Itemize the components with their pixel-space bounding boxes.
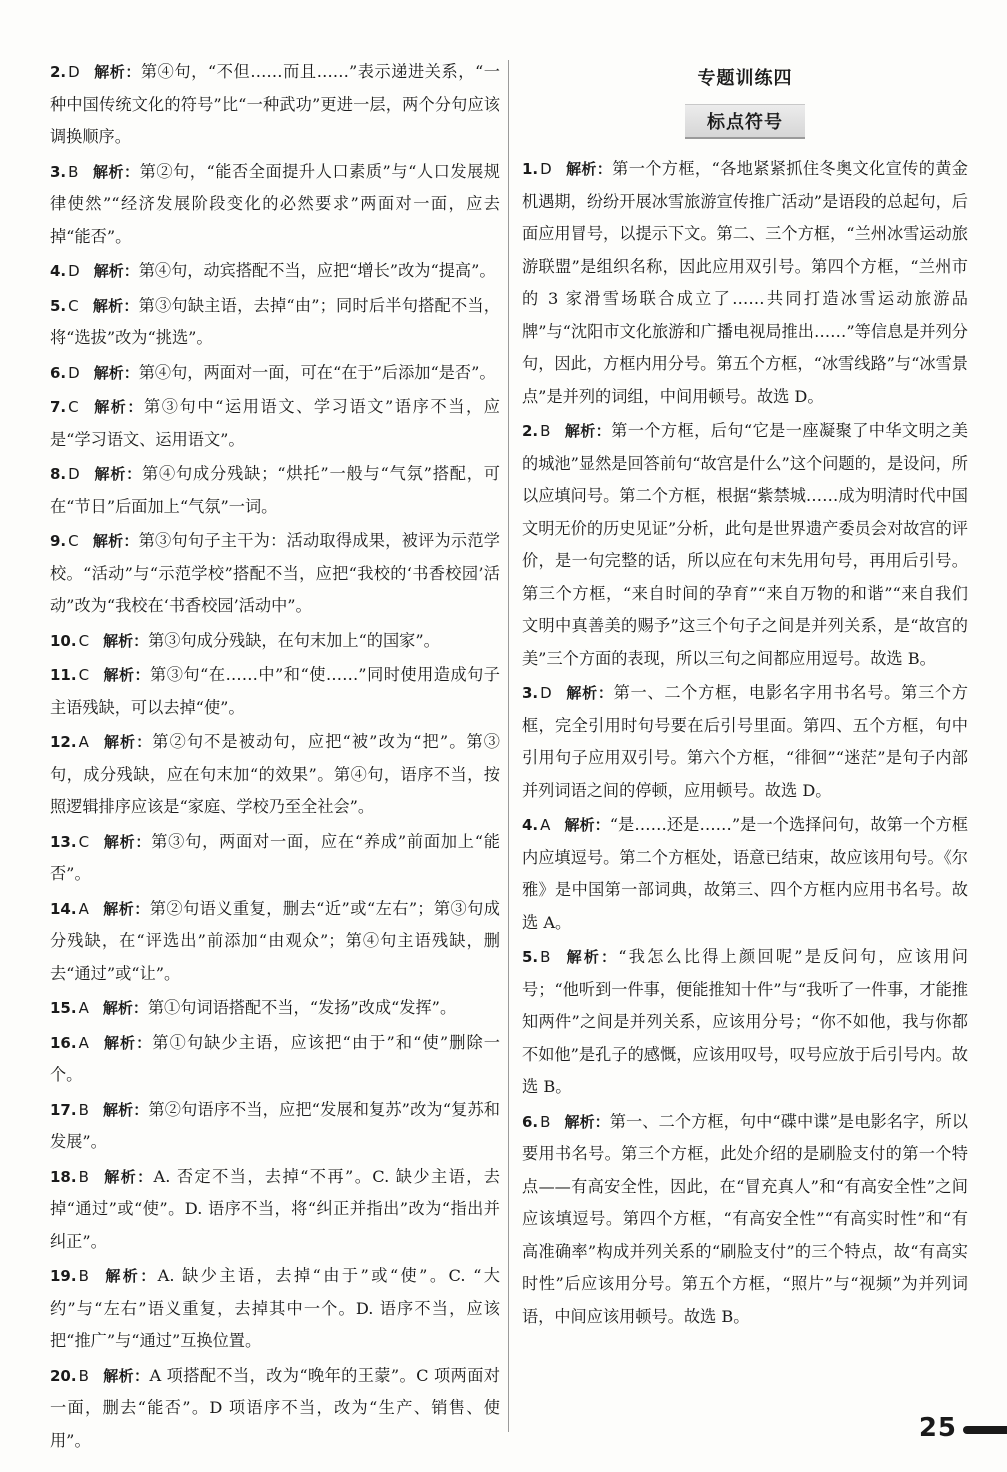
item-number: 5. <box>522 948 539 966</box>
item-label: 解析： <box>103 631 149 650</box>
page-number-bar <box>963 1426 1007 1434</box>
page-number: 25 <box>918 1413 957 1443</box>
item-number: 5. <box>50 296 67 315</box>
item-answer: D <box>68 363 80 382</box>
item-text: “我怎么比得上颜回呢”是反问句，应该用问号；“他听到一件事，便能推知十件”与“我听了一件事，才能推知两件”之间是并列关系，应该用分号；“你不如他，我与你都不如他”是孔子的感慨，应该用叹号，叹号应放于后引号内。故选 B。 <box>522 947 968 1096</box>
item-number: 3. <box>522 684 539 702</box>
item-label: 解析： <box>564 948 619 966</box>
item-text: 第③句缺主语，去掉“由”；同时后半句搭配不当，将“选拔”改为“挑选”。 <box>50 295 500 347</box>
right-column <box>522 56 968 1333</box>
item-number: 16. <box>50 1033 77 1052</box>
answer-item <box>50 726 500 824</box>
item-label: 解析： <box>93 363 139 382</box>
item-answer: B <box>68 162 79 181</box>
item-answer: B <box>78 1267 89 1285</box>
item-number: 20. <box>50 1366 77 1385</box>
item-number: 8. <box>50 465 67 483</box>
item-label: 解析： <box>565 160 613 178</box>
item-label: 解析： <box>93 262 139 280</box>
item-label: 解析： <box>102 1267 158 1285</box>
item-number: 10. <box>50 631 77 650</box>
answer-item <box>50 156 500 254</box>
item-number: 9. <box>50 532 67 550</box>
answer-item <box>50 625 500 658</box>
item-text: 第③句句子主干为：活动取得成果，被评为示范学校。“活动”与“示范学校”搭配不当，应把“我校的‘书香校园’活动”改为“我校在‘书香校园’活动中”。 <box>50 531 500 615</box>
item-text: 第一、二个方框，电影名字用书名号。第三个方框，完全引用时句号要在后引号里面。第四、五个方框，句中引用句子应用双引号。第六个方框，“徘徊”“迷茫”是句子内部并列词语之间的停顿，应用顿号。故选 D。 <box>522 683 968 800</box>
item-label: 解析： <box>102 999 148 1017</box>
item-number: 18. <box>50 1167 77 1186</box>
item-answer: B <box>540 948 551 966</box>
answer-item <box>522 941 968 1104</box>
answer-item <box>50 391 500 456</box>
item-answer: D <box>68 262 80 280</box>
answer-item <box>50 1260 500 1358</box>
item-answer: C <box>68 398 79 416</box>
section-title: 专题训练四 <box>697 68 793 89</box>
item-text: 第③句，两面对一面，应在“养成”前面加上“能否”。 <box>50 831 500 883</box>
item-label: 解析： <box>102 1100 149 1119</box>
answer-item <box>50 1161 500 1259</box>
item-text: 第一个方框，后句“它是一座凝聚了中华文明之美的城池”显然是回答前句“故宫是什么”这个问题的，是设问，所以应填问号。第二个方框，根据“紫禁城……成为明清时代中国文明无价的历史见证”分析，此句是世界遗产委员会对故宫的评价，是一句完整的话，所以应在句末先用句号，再用后引号。第三个方框，“来自时间的孕育”“来自万物的和谐”“来自我们文明中真善美的赐予”这三个句子之间是并列关系，是“故宫的美”三个方面的表现，所以三句之间都应用逗号。故选 B。 <box>522 421 968 668</box>
item-answer: C <box>68 532 79 550</box>
item-number: 2. <box>522 422 539 440</box>
answer-item <box>50 525 500 623</box>
answer-item <box>50 290 500 355</box>
item-number: 4. <box>522 816 539 834</box>
item-label: 解析： <box>102 733 153 751</box>
item-text: 第③句中“运用语文、学习语文”语序不当，应是“学习语文、运用语文”。 <box>50 397 500 449</box>
item-text: 第③句“在……中”和“使……”同时使用造成句子主语残缺，可以去掉“使”。 <box>50 665 500 717</box>
answer-item <box>50 1027 500 1092</box>
item-number: 6. <box>50 363 67 382</box>
item-number: 1. <box>522 160 539 178</box>
item-label: 解析： <box>102 1033 153 1052</box>
item-label: 解析： <box>102 1167 154 1186</box>
answer-item <box>50 1094 500 1159</box>
item-number: 15. <box>50 999 77 1017</box>
item-label: 解析： <box>92 398 144 416</box>
item-text: 第③句成分残缺，在句末加上“的国家”。 <box>148 630 440 650</box>
item-answer: A <box>78 899 89 918</box>
item-answer: C <box>78 631 90 650</box>
item-answer: B <box>78 1100 89 1119</box>
item-label: 解析： <box>564 422 612 440</box>
item-text: 第②句，“能否全面提升人口素质”与“人口发展规律使然”“经济发展阶段变化的必然要求”两面对一面，应去掉“能否”。 <box>50 161 500 246</box>
item-answer: A <box>78 1033 89 1052</box>
item-label: 解析： <box>92 162 140 181</box>
item-answer: D <box>540 160 552 178</box>
answer-item <box>522 809 968 939</box>
item-label: 解析： <box>93 465 143 483</box>
item-number: 2. <box>50 63 67 81</box>
item-answer: B <box>540 422 551 440</box>
item-answer: C <box>68 296 79 315</box>
item-answer: A <box>540 816 551 834</box>
answer-item <box>522 415 968 675</box>
item-text: 第④句，动宾搭配不当，应把“增长”改为“提高”。 <box>138 261 496 280</box>
item-number: 13. <box>50 832 77 851</box>
item-answer: C <box>78 666 90 684</box>
answer-item <box>50 992 500 1025</box>
item-label: 解析： <box>564 816 610 834</box>
item-label: 解析： <box>103 666 151 684</box>
item-text: A 项搭配不当，改为“晚年的王蒙”。C 项两面对一面，删去“能否”。D 项语序不当，改为“生产、销售、使用”。 <box>50 1365 500 1450</box>
item-number: 17. <box>50 1100 77 1119</box>
answer-item <box>50 255 500 288</box>
answer-item <box>50 659 500 724</box>
item-label: 解析： <box>92 532 139 550</box>
answer-item <box>50 458 500 523</box>
section-subtitle-wrap <box>522 104 968 139</box>
item-answer: A <box>78 999 89 1017</box>
item-number: 4. <box>50 262 67 280</box>
item-text: A. 否定不当，去掉“不再”。C. 缺少主语，去掉“通过”或“使”。D. 语序不当，将“纠正并指出”改为“指出并纠正”。 <box>50 1166 500 1251</box>
item-number: 7. <box>50 398 67 416</box>
answer-item <box>50 826 500 891</box>
item-text: 第④句，两面对一面，可在“在于”后添加“是否”。 <box>138 362 496 382</box>
answer-item <box>522 153 968 413</box>
item-number: 14. <box>50 899 77 918</box>
right-items <box>522 153 968 1333</box>
item-number: 12. <box>50 733 77 751</box>
item-number: 6. <box>522 1112 539 1131</box>
item-text: 第②句不是被动句，应把“被”改为“把”。第③句，成分残缺，应在句末加“的效果”。第④句，语序不当，按照逻辑排序应该是“家庭、学校乃至全社会”。 <box>50 732 500 816</box>
item-text: 第④句成分残缺；“烘托”一般与“气氛”搭配，可在“节日”后面加上“气氛”一词。 <box>50 464 500 516</box>
answer-item <box>522 677 968 807</box>
column-divider <box>508 60 509 1432</box>
item-text: 第①句缺少主语，应该把“由于”和“使”删除一个。 <box>50 1032 500 1084</box>
answer-item <box>50 56 500 154</box>
item-label: 解析： <box>102 899 150 918</box>
item-label: 解析： <box>564 1112 610 1131</box>
item-text: 第④句，“不但……而且……”表示递进关系，“一种中国传统文化的符号”比“一种武功”更进一层，两个分句应该调换顺序。 <box>50 62 500 146</box>
item-answer: D <box>68 63 80 81</box>
item-label: 解析： <box>93 63 141 81</box>
item-text: 第一、二个方框，句中“碟中谍”是电影名字，所以要用书名号。第三个方框，此处介绍的是刷脸支付的第一个特点——有高安全性，因此，在“冒充真人”和“有高安全性”之间应该填逗号。第四个方框，“有高安全性”“有高实时性”和“有高准确率”构成并列关系的“刷脸支付”的三个特点，故“有高实时性”后应该用分号。第五个方框，“照片”与“视频”为并列词语，中间应该用顿号。故选 B。 <box>522 1111 968 1326</box>
answer-item <box>50 893 500 991</box>
left-column <box>50 56 500 1457</box>
item-answer: B <box>78 1366 89 1385</box>
item-text: 第一个方框，“各地紧紧抓住冬奥文化宣传的黄金机遇期，纷纷开展冰雪旅游宣传推广活动”是语段的总起句，后面应用冒号，以提示下文。第二、三个方框，“兰州冰雪运动旅游联盟”是组织名称，因此应用双引号。第四个方框，“兰州市的 3 家滑雪场联合成立了……共同打造冰雪运动旅游品牌”与“沈阳市文化旅游和广播电视局推出……”等信息是并列分句，因此，方框内用分号。第五个方框，“冰雪线路”与“冰雪景点”是并列的词组，中间用顿号。故选 D。 <box>522 159 968 406</box>
item-label: 解析： <box>102 1366 150 1385</box>
item-answer: A <box>78 733 89 751</box>
item-text: A. 缺少主语，去掉“由于”或“使”。C. “大约”与“左右”语义重复，去掉其中一个。D. 语序不当，应该把“推广”与“通过”互换位置。 <box>50 1266 500 1350</box>
item-number: 3. <box>50 162 67 181</box>
item-answer: C <box>78 832 90 851</box>
item-answer: B <box>78 1167 89 1186</box>
item-number: 11. <box>50 666 77 684</box>
answer-item <box>50 1360 500 1458</box>
item-answer: B <box>540 1112 551 1131</box>
answer-item <box>50 357 500 390</box>
item-label: 解析： <box>103 832 152 851</box>
item-answer: D <box>68 465 80 483</box>
item-text: “是……还是……”是一个选择问句，故第一个方框内应填逗号。第二个方框处，语意已结束，故应该用句号。《尔雅》是中国第一部词典，故第三、四个方框内应用书名号。故选 A。 <box>522 815 968 932</box>
section-subtitle: 标点符号 <box>685 104 805 139</box>
item-text: 第①句词语搭配不当，“发扬”改成“发挥”。 <box>147 998 457 1017</box>
item-text: 第②句语序不当，应把“发展和复苏”改为“复苏和发展”。 <box>50 1099 500 1151</box>
answer-item <box>522 1106 968 1334</box>
item-answer: D <box>540 684 552 702</box>
item-label: 解析： <box>92 296 139 315</box>
item-label: 解析： <box>565 684 614 702</box>
item-text: 第②句语义重复，删去“近”或“左右”；第③句成分残缺，在“评选出”前添加“由观众”；第④句主语残缺，删去“通过”或“让”。 <box>50 898 500 983</box>
item-number: 19. <box>50 1267 77 1285</box>
